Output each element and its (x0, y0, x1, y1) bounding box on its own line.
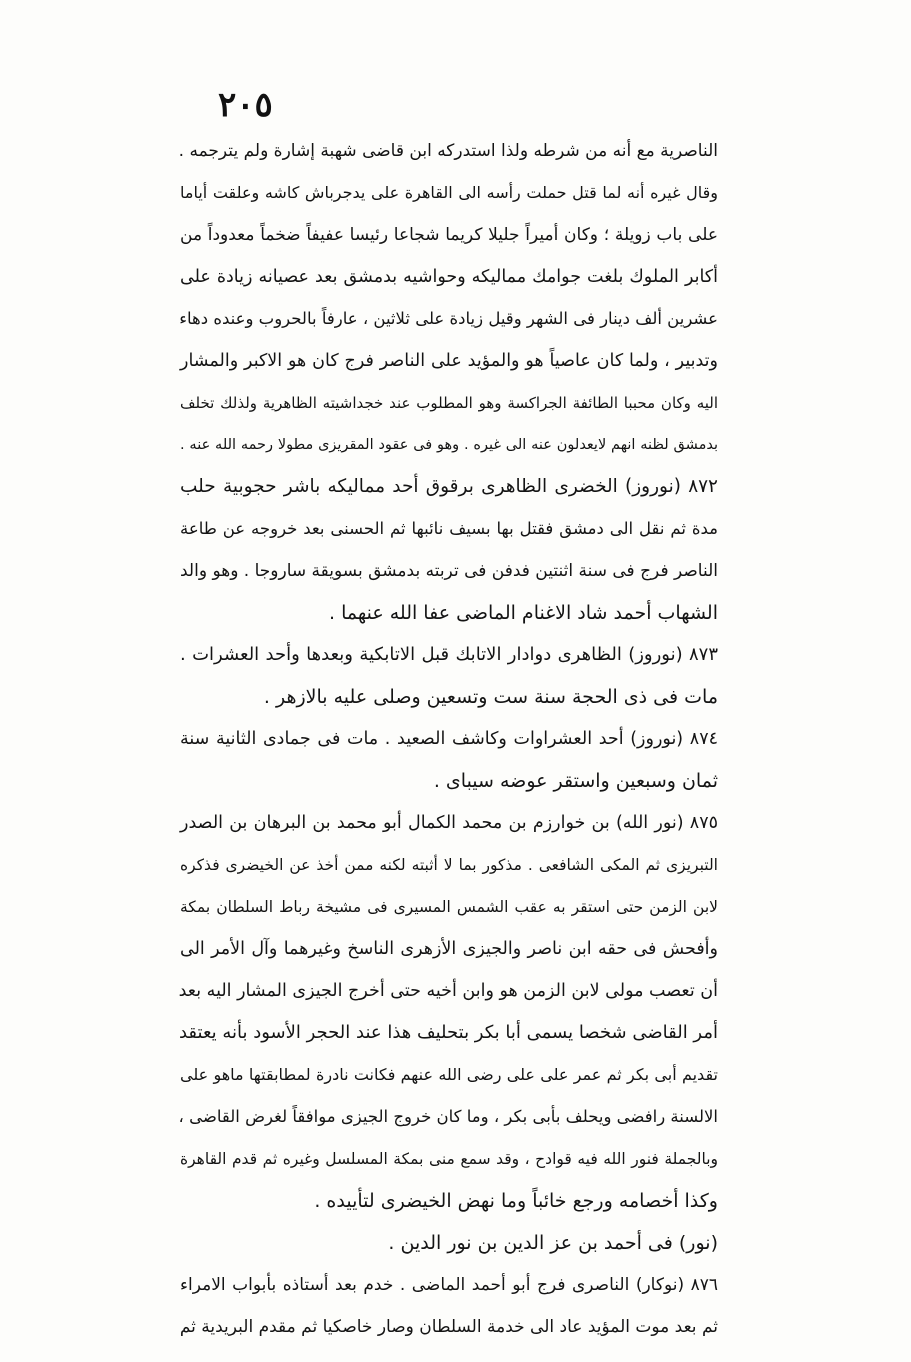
text-line: وتدبير ، ولما كان عاصياً هو والمؤيد على الناصر فرج كان هو الاكبر والمشار (180, 351, 718, 371)
page-number: ٢٠٥ (218, 85, 273, 125)
text-line: التبريزى ثم المكى الشافعى . مذكور بما لا أثبته لكنه ممن أخذ عن الخيضرى فذكره (180, 856, 718, 874)
text-line: ثم بعد موت المؤيد عاد الى خدمة السلطان وصار خاصكيا ثم مقدم البريدية ثم (179, 1317, 718, 1337)
cross-reference-line: (نور) فى أحمد بن عز الدين بن نور الدين . (388, 1232, 718, 1254)
text-line: الشهاب أحمد شاد الاغنام الماضى عفا الله عنهما . (329, 602, 718, 624)
body-text (180, 130, 718, 1348)
text-line: مات فى ذى الحجة سنة ست وتسعين وصلى عليه بالازهر . (263, 686, 718, 708)
entry-874-start: ٨٧٤ (نوروز) أحد العشراوات وكاشف الصعيد . مات فى جمادى الثانية سنة (180, 729, 718, 749)
text-line: أن تعصب مولى لابن الزمن هو وابن أخيه حتى أخرج الجيزى المشار اليه بعد (178, 981, 718, 1001)
text-line: عشرين ألف دينار فى الشهر وقيل زيادة على ثلاثين ، عارفاً بالحروب وعنده دهاء (179, 309, 718, 328)
text-line: وقال غيره أنه لما قتل حملت رأسه الى القاهرة على يدجرباش كاشه وعلقت أياما (180, 183, 718, 202)
text-line: وكذا أخصامه ورجع خائباً وما نهض الخيضرى لتأييده . (314, 1190, 718, 1212)
entry-876-start: ٨٧٦ (نوكار) الناصرى فرج أبو أحمد الماضى . خدم بعد أستاذه بأبواب الامراء (180, 1275, 718, 1295)
text-line: بدمشق لظنه انهم لايعدلون عنه الى غيره . وهو فى عقود المقريزى مطولا رحمه الله عنه . (180, 437, 718, 453)
text-line: أكابر الملوك بلغت جوامك مماليكه وحواشيه بدمشق بعد عصيانه زيادة على (180, 267, 718, 287)
entry-875-start: ٨٧٥ (نور الله) بن خوارزم بن محمد الكمال أبو محمد بن البرهان بن الصدر (180, 813, 718, 833)
text-line: وبالجملة فنور الله فيه قوادح ، وقد سمع منى بمكة المسلسل وغيره ثم قدم القاهرة (180, 1150, 718, 1168)
text-line: مدة ثم نقل الى دمشق فقتل بها بسيف نائبها ثم الحسنى بعد خروجه عن طاعة (180, 519, 718, 538)
text-line: وأفحش فى حقه ابن ناصر والجيزى الأزهرى الناسخ وغيرهما وآل الأمر الى (180, 939, 718, 959)
text-line: لابن الزمن حتى استقر به عقب الشمس المسيرى فى مشيخة رباط السلطان بمكة (180, 898, 718, 916)
text-line: أمر القاضى شخصا يسمى أبا بكر بتحليف هذا عند الحجر الأسود بأنه يعتقد (178, 1022, 718, 1043)
text-line: الناصر فرج فى سنة اثنتين فدفن فى تربته بدمشق بسويقة ساروجا . وهو والد (180, 561, 718, 581)
text-line: على باب زويلة ؛ وكان أميراً جليلا كريما شجاعا رئيسا عفيفاً ضخماً معدوداً من (180, 225, 718, 245)
text-line: ثمان وسبعين واستقر عوضه سيباى . (433, 770, 718, 792)
text-line: اليه وكان محببا الطائفة الجراكسة وهو المطلوب عند خجداشيته الظاهرية ولذلك تخلف (180, 394, 718, 412)
text-line: الالسنة رافضى ويحلف بأبى بكر ، وما كان خروج الجيزى موافقاً لغرض القاضى ، (178, 1107, 718, 1126)
entry-872-start: ٨٧٢ (نوروز) الخضرى الظاهرى برقوق أحد مماليكه باشر حجوبية حلب (180, 476, 718, 497)
entry-873-start: ٨٧٣ (نوروز) الظاهرى دوادار الاتابك قبل الاتابكية وبعدها وأحد العشرات . (180, 644, 718, 665)
text-line: تقديم أبى بكر ثم عمر على على رضى الله عنهم فكانت نادرة لمطابقتها ماهو على (180, 1065, 718, 1084)
text-line: الناصرية مع أنه من شرطه ولذا استدركه ابن قاضى شهبة إشارة ولم يترجمه . (178, 141, 718, 161)
